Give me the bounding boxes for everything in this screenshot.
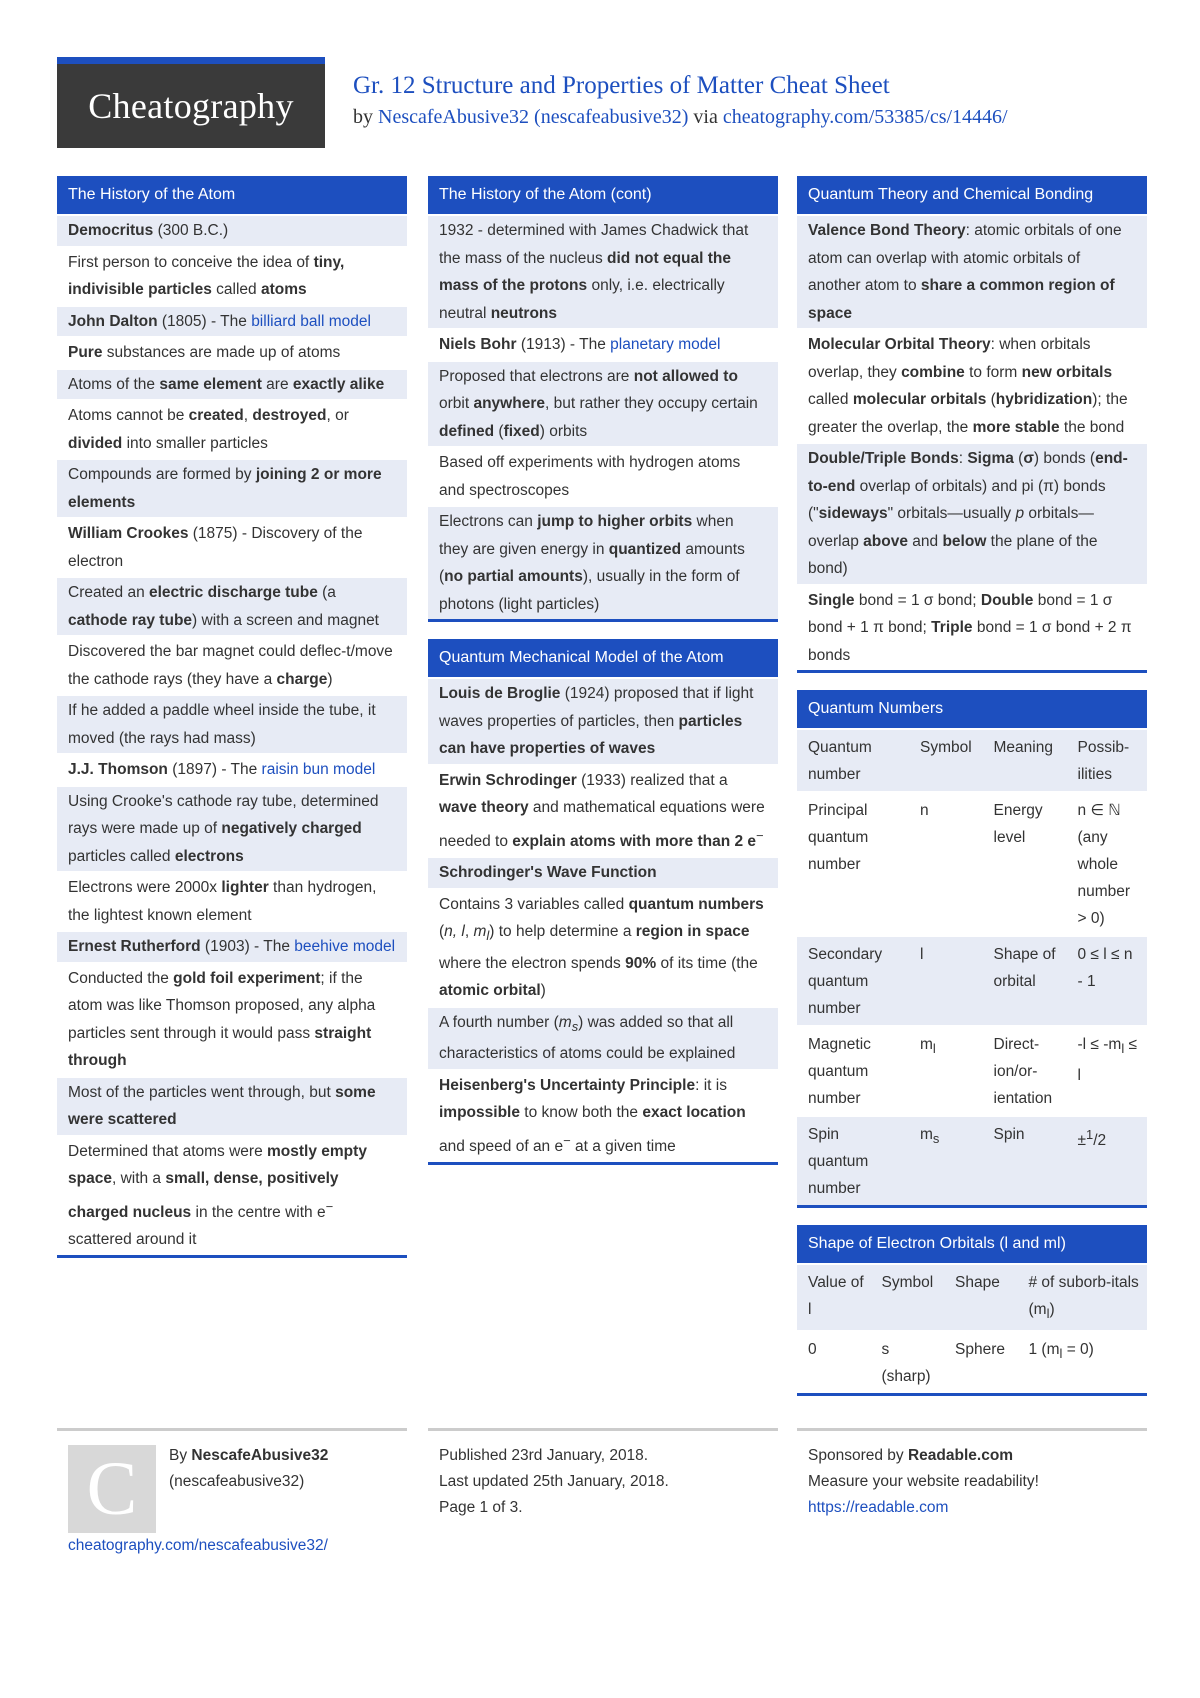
list-item: 1932 - determined with James Chadwick that the mass of the nucleus did not equal the mass of the protons only, i.e. electrically neutral neutrons — [428, 214, 778, 328]
sponsor-tagline: Measure your website readability! — [808, 1473, 1039, 1490]
list-item: Atoms of the same element are exactly alike — [57, 368, 407, 400]
list-item: Created an electric discharge tube (a cathode ray tube) with a screen and magnet — [57, 576, 407, 635]
list-item: First person to conceive the idea of tiny, indivisible particles called atoms — [57, 246, 407, 305]
list-item: Proposed that electrons are not allowed to orbit anywhere, but rather they occupy certain defined (fixed) orbits — [428, 360, 778, 447]
list-item: Using Crooke's cathode ray tube, determined rays were made up of negatively charged particles called electrons — [57, 785, 407, 872]
section-quantum-theory-bonding — [797, 176, 1147, 673]
list-item: William Crookes (1875) - Discovery of the electron — [57, 517, 407, 576]
list-item: Erwin Schrodinger (1933) realized that a wave theory and mathematical equations were needed to explain atoms with more than 2 e− — [428, 764, 778, 857]
list-item: Double/Triple Bonds: Sigma (σ) bonds (end-to-end overlap of orbitals) and pi (π) bonds ("sideways" orbitals—usually p orbitals—overlap above and below the plane of the bond) — [797, 442, 1147, 584]
sphere-link[interactable]: Sphere — [955, 1341, 1005, 1359]
section-title: Shape of Electron Orbitals (l and ml) — [797, 1225, 1147, 1263]
list-item: Most of the particles went through, but some were scattered — [57, 1076, 407, 1135]
section-shape-of-orbitals — [797, 1225, 1147, 1396]
list-item: Niels Bohr (1913) - The planetary model — [428, 328, 778, 360]
table-header: Value of l — [797, 1264, 871, 1331]
list-item: Pure substances are made up of atoms — [57, 336, 407, 368]
footer-dates — [428, 1428, 778, 1521]
section-title: Quantum Theory and Chemical Bonding — [797, 176, 1147, 214]
table-row: Secondary quantum number l Shape of orbital 0 ≤ l ≤ n - 1 — [797, 936, 1147, 1026]
list-item: J.J. Thomson (1897) - The raisin bun model — [57, 753, 407, 785]
list-item: Heisenberg's Uncertainty Principle: it is impossible to know both the exact location and speed of an e− at a given time — [428, 1069, 778, 1162]
table-header-row — [797, 729, 1147, 792]
table-header: Possib-ilities — [1067, 729, 1148, 792]
list-item: John Dalton (1805) - The billiard ball model — [57, 305, 407, 337]
table-row: Principal quantum number n Energy level n ∈ ℕ (any whole number > 0) — [797, 792, 1147, 936]
section-title: The History of the Atom (cont) — [428, 176, 778, 214]
table-row: 0 s (sharp) Sphere 1 $(m_l = 0)$ — [797, 1331, 1147, 1393]
table-row: Spin quantum number $m_s$ Spin ±$^1$/2 — [797, 1116, 1147, 1205]
list-item: Molecular Orbital Theory: when orbitals overlap, they combine to form new orbitals called molecular orbitals (hybridization); the greater the overlap, the more stable the bond — [797, 328, 1147, 442]
section-history-of-atom-cont — [428, 176, 778, 622]
column-2 — [428, 176, 778, 1182]
list-item: If he added a paddle wheel inside the tube, it moved (the rays had mass) — [57, 694, 407, 753]
list-item: Discovered the bar magnet could deflec-t/move the cathode rays (they have a charge) — [57, 635, 407, 694]
table-header-row — [797, 1264, 1147, 1331]
sheet-url-link[interactable]: cheatography.com/53385/cs/14446/ — [722, 106, 1008, 128]
list-item: Atoms cannot be created, destroyed, or divided into smaller particles — [57, 399, 407, 458]
column-3 — [797, 176, 1147, 1413]
list-item: Democritus (300 B.C.) — [57, 214, 407, 246]
avatar: C — [68, 1445, 156, 1533]
list-item: Based off experiments with hydrogen atoms and spectroscopes — [428, 446, 778, 505]
list-item: Single bond = 1 σ bond; Double bond = 1 σ bond + 1 π bond; Triple bond = 1 σ bond + 2 π bonds — [797, 584, 1147, 671]
table-header: # of suborb-itals $(m_l)$ — [1018, 1264, 1148, 1331]
footer-author-name[interactable]: NescafeAbusive32 — [191, 1447, 329, 1464]
section-history-of-atom — [57, 176, 407, 1258]
sponsor-link[interactable]: https://readable.com — [808, 1499, 949, 1516]
list-item: Ernest Rutherford (1903) - The beehive model — [57, 930, 407, 962]
cheatography-logo[interactable]: Cheatography — [57, 57, 325, 148]
list-item: Electrons were 2000x lighter than hydrogen, the lightest known element — [57, 871, 407, 930]
section-title: Quantum Mechanical Model of the Atom — [428, 639, 778, 677]
footer-sponsor: Sponsored by Readable.com Measure your website readability! https://readable.com — [797, 1428, 1147, 1521]
column-1 — [57, 176, 407, 1275]
list-item: Schrodinger's Wave Function — [428, 856, 778, 888]
page-number: Page 1 of 3. — [439, 1499, 523, 1516]
footer-author: C By NescafeAbusive32 (nescafeabusive32) cheatography.com/nescafeabusive32/ — [57, 1428, 407, 1559]
table-header: Quantum number — [797, 729, 909, 792]
table-header: Shape — [944, 1264, 1018, 1331]
orbital-shapes-table — [797, 1263, 1147, 1393]
author-link[interactable]: NescafeAbusive32 (nescafeabusive32) — [378, 106, 689, 128]
sponsor-name[interactable]: Readable.com — [907, 1447, 1014, 1464]
updated-date: Last updated 25th January, 2018. — [439, 1473, 669, 1490]
table-row: Magnetic quantum number $m_l$ Direct-ion/or-ientation $-l \le -m_l \le l$ — [797, 1026, 1147, 1116]
page-title: Gr. 12 Structure and Properties of Matter Cheat Sheet — [353, 72, 890, 99]
planetary-model-link[interactable]: planetary model — [610, 336, 721, 353]
author-profile-link[interactable]: cheatography.com/nescafeabusive32/ — [68, 1537, 328, 1554]
list-item: Valence Bond Theory: atomic orbitals of one atom can overlap with atomic orbitals of another atom to share a common region of space — [797, 214, 1147, 328]
table-header: Symbol — [871, 1264, 945, 1331]
section-title: The History of the Atom — [57, 176, 407, 214]
quantum-numbers-table — [797, 728, 1147, 1205]
list-item: Louis de Broglie (1924) proposed that if light waves properties of particles, then particles can have properties of waves — [428, 677, 778, 764]
byline: by NescafeAbusive32 (nescafeabusive32) via cheatography.com/53385/cs/14446/ — [353, 106, 1008, 128]
section-title: Quantum Numbers — [797, 690, 1147, 728]
billiard-ball-model-link[interactable]: billiard ball model — [251, 312, 371, 330]
section-quantum-mechanical-model — [428, 639, 778, 1165]
list-item: A fourth number $(m_s)$ was added so that all characteristics of atoms could be explained — [428, 1006, 778, 1069]
list-item: Determined that atoms were mostly empty space, with a small, dense, positively charged nucleus in the centre with e− scattered around it — [57, 1135, 407, 1255]
list-item: Compounds are formed by joining 2 or more elements — [57, 458, 407, 517]
raisin-bun-model-link[interactable]: raisin bun model — [261, 761, 376, 778]
beehive-model-link[interactable]: beehive model — [294, 938, 396, 955]
table-header: Meaning — [983, 729, 1067, 792]
section-quantum-numbers — [797, 690, 1147, 1208]
table-header: Symbol — [909, 729, 983, 792]
list-item: Contains 3 variables called quantum numbers (n, l, $m_l$) to help determine a region in space where the electron spends 90% of its time (the atomic orbital) — [428, 888, 778, 1006]
list-item: Conducted the gold foil experiment; if the atom was like Thomson proposed, any alpha particles sent through it would pass straight through — [57, 962, 407, 1076]
list-item: Electrons can jump to higher orbits when they are given energy in quantized amounts (no partial amounts), usually in the form of photons (light particles) — [428, 505, 778, 619]
published-date: Published 23rd January, 2018. — [439, 1447, 649, 1464]
